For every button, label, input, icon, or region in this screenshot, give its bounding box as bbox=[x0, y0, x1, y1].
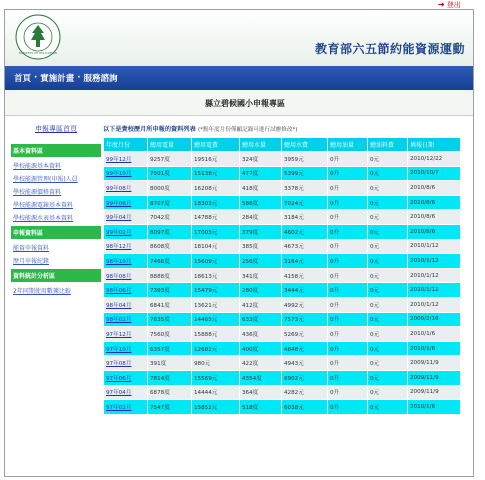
table-cell: 379度 bbox=[240, 224, 282, 239]
table-cell: 7393度 bbox=[148, 283, 192, 298]
table-row bbox=[104, 312, 461, 327]
table-cell: 15569元 bbox=[192, 370, 240, 385]
table-cell: 18613元 bbox=[192, 268, 240, 283]
table-cell: 0升 bbox=[328, 356, 368, 371]
month-link[interactable]: 99年10月 bbox=[106, 171, 132, 178]
table-cell: 4354度 bbox=[240, 370, 282, 385]
table-cell: 324度 bbox=[240, 152, 282, 167]
table-header-row bbox=[104, 138, 461, 152]
column-header: 填報日期 bbox=[408, 138, 461, 152]
table-cell: 4158元 bbox=[282, 268, 328, 283]
table-cell: 4848元 bbox=[282, 341, 328, 356]
sidebar-item-water-meter[interactable]: 學校能源水表基本資料 bbox=[13, 215, 74, 222]
table-row bbox=[104, 283, 461, 298]
table-cell: 0升 bbox=[328, 152, 368, 167]
sidebar-section-basic: 基本資料區 bbox=[11, 144, 101, 157]
column-header: 總用水量 bbox=[240, 138, 282, 152]
table-cell: 2010/1/12 bbox=[408, 254, 461, 269]
table-cell: 16208元 bbox=[192, 181, 240, 196]
table-cell: 0元 bbox=[368, 356, 408, 371]
table-cell: 477度 bbox=[240, 166, 282, 181]
sidebar-item-report-history[interactable]: 歷月申報紀錄 bbox=[13, 258, 50, 265]
month-link[interactable]: 97年10月 bbox=[106, 346, 132, 353]
table-cell bbox=[104, 224, 148, 239]
table-cell bbox=[104, 327, 148, 342]
table-cell: 0元 bbox=[368, 181, 408, 196]
table-cell: 0升 bbox=[328, 181, 368, 196]
table-cell: 8707度 bbox=[148, 195, 192, 210]
table-cell: 7042度 bbox=[148, 210, 192, 225]
nav-service[interactable]: 服務諮詢 bbox=[83, 74, 118, 84]
table-cell bbox=[104, 283, 148, 298]
table-cell: 6841度 bbox=[148, 297, 192, 312]
main-content bbox=[103, 124, 463, 415]
sidebar-item-meter[interactable]: 學校能源電錶基本資料 bbox=[13, 202, 74, 209]
table-cell: 0元 bbox=[368, 341, 408, 356]
table-cell: 391度 bbox=[148, 356, 192, 371]
table-cell bbox=[104, 385, 148, 400]
table-caption bbox=[103, 124, 463, 133]
table-cell bbox=[104, 356, 148, 371]
table-cell bbox=[104, 239, 148, 254]
table-cell: 15888元 bbox=[192, 327, 240, 342]
table-cell: 2009/11/9 bbox=[408, 370, 461, 385]
table-cell: 0元 bbox=[368, 327, 408, 342]
table-cell: 14788元 bbox=[192, 210, 240, 225]
month-link[interactable]: 98年08月 bbox=[106, 273, 132, 280]
caption-text: 以下是貴校歷月所申報的資料列表 bbox=[103, 126, 196, 133]
sidebar-item-manager[interactable]: 學校能源管理(申報)人員 bbox=[13, 176, 78, 183]
month-link[interactable]: 99年06月 bbox=[106, 200, 132, 207]
table-cell: 2010/10/7 bbox=[408, 166, 461, 181]
table-cell: 364度 bbox=[240, 385, 282, 400]
sidebar-section-stats: 資料統計分析區 bbox=[11, 269, 101, 282]
table-cell: 8000度 bbox=[148, 181, 192, 196]
table-cell: 436度 bbox=[240, 327, 282, 342]
logout-label: 登出 bbox=[446, 0, 461, 9]
table-cell: 2010/1/6 bbox=[408, 341, 461, 356]
table-cell bbox=[104, 152, 148, 167]
table-cell: 7547度 bbox=[148, 400, 192, 415]
table-cell: 19516元 bbox=[192, 152, 240, 167]
table-cell: 6902元 bbox=[282, 370, 328, 385]
table-cell: 0元 bbox=[368, 195, 408, 210]
table-cell: 7635度 bbox=[148, 312, 192, 327]
table-cell: 0升 bbox=[328, 195, 368, 210]
table-cell: 3378元 bbox=[282, 181, 328, 196]
table-cell: 2010/8/6 bbox=[408, 210, 461, 225]
table-cell: 7814度 bbox=[148, 370, 192, 385]
sidebar-item-compare[interactable]: 2年同期使用數據比較 bbox=[13, 288, 71, 295]
table-cell: 341度 bbox=[240, 268, 282, 283]
table-cell: 0升 bbox=[328, 385, 368, 400]
report-table bbox=[103, 137, 461, 415]
month-link[interactable]: 98年02月 bbox=[106, 317, 132, 324]
table-cell bbox=[104, 195, 148, 210]
table-cell: 6878度 bbox=[148, 385, 192, 400]
logout-icon: ➜ bbox=[438, 0, 445, 9]
table-cell: 2009/11/9 bbox=[408, 385, 461, 400]
table-cell: 5399元 bbox=[282, 166, 328, 181]
table-row bbox=[104, 152, 461, 167]
table-row bbox=[104, 385, 461, 400]
table-row bbox=[104, 341, 461, 356]
nav-separator: · bbox=[77, 73, 81, 83]
month-link[interactable]: 99年04月 bbox=[106, 215, 132, 222]
table-cell: 0升 bbox=[328, 327, 368, 342]
table-cell: 14465元 bbox=[192, 312, 240, 327]
table-cell: 3164元 bbox=[282, 254, 328, 269]
column-header: 總用水費 bbox=[282, 138, 328, 152]
table-cell: 15138元 bbox=[192, 166, 240, 181]
table-cell bbox=[104, 312, 148, 327]
table-cell: 18303元 bbox=[192, 195, 240, 210]
table-cell: 0元 bbox=[368, 385, 408, 400]
table-cell: 2010/1/12 bbox=[408, 239, 461, 254]
month-link[interactable]: 97年12月 bbox=[106, 331, 132, 338]
month-link[interactable]: 97年02月 bbox=[106, 404, 132, 411]
column-header: 總用電量 bbox=[148, 138, 192, 152]
table-cell: 4943元 bbox=[282, 356, 328, 371]
table-cell: 7466度 bbox=[148, 254, 192, 269]
table-cell: 2010/8/6 bbox=[408, 195, 461, 210]
month-link[interactable]: 97年04月 bbox=[106, 390, 132, 397]
table-cell bbox=[104, 297, 148, 312]
table-cell: 633度 bbox=[240, 312, 282, 327]
table-cell bbox=[104, 341, 148, 356]
table-cell: 3959元 bbox=[282, 152, 328, 167]
month-link[interactable]: 98年04月 bbox=[106, 302, 132, 309]
site-header bbox=[5, 10, 473, 66]
table-cell: 8608度 bbox=[148, 239, 192, 254]
site-title: 教育部六五節約能資源運動 bbox=[314, 42, 465, 56]
sidebar-item-price[interactable]: 學校能源價格資料 bbox=[13, 189, 62, 196]
table-cell: 0元 bbox=[368, 297, 408, 312]
table-cell: 0元 bbox=[368, 400, 408, 415]
table-cell: 400度 bbox=[240, 341, 282, 356]
table-cell: 280度 bbox=[240, 283, 282, 298]
sidebar-item-report-data[interactable]: 能資申報資料 bbox=[13, 245, 50, 252]
table-cell: 15479元 bbox=[192, 283, 240, 298]
table-cell: 412度 bbox=[240, 297, 282, 312]
table-row bbox=[104, 400, 461, 415]
table-cell: 0元 bbox=[368, 224, 408, 239]
table-cell: 15852元 bbox=[192, 400, 240, 415]
table-cell: 7501度 bbox=[148, 166, 192, 181]
table-cell: 7024元 bbox=[282, 195, 328, 210]
table-cell: 0升 bbox=[328, 239, 368, 254]
table-cell: 18104元 bbox=[192, 239, 240, 254]
table-row bbox=[104, 268, 461, 283]
table-cell: 385度 bbox=[240, 239, 282, 254]
table-cell: 2010/1/12 bbox=[408, 297, 461, 312]
table-cell: 2009/11/9 bbox=[408, 356, 461, 371]
table-cell: 0升 bbox=[328, 224, 368, 239]
table-row bbox=[104, 181, 461, 196]
table-cell: 6357度 bbox=[148, 341, 192, 356]
table-cell: 14444元 bbox=[192, 385, 240, 400]
table-cell: 0元 bbox=[368, 312, 408, 327]
table-row bbox=[104, 210, 461, 225]
table-cell: 3444元 bbox=[282, 283, 328, 298]
table-row bbox=[104, 297, 461, 312]
month-link[interactable]: 99年12月 bbox=[106, 156, 132, 163]
table-cell: 0升 bbox=[328, 268, 368, 283]
sidebar-section-report: 申報資料區 bbox=[11, 226, 101, 239]
table-cell: 284度 bbox=[240, 210, 282, 225]
logout-link[interactable] bbox=[438, 0, 461, 9]
main-nav bbox=[5, 66, 473, 90]
table-cell: 2010/1/6 bbox=[408, 327, 461, 342]
table-cell: 9257度 bbox=[148, 152, 192, 167]
table-cell: 0升 bbox=[328, 166, 368, 181]
table-cell: 0元 bbox=[368, 166, 408, 181]
table-cell: 7573元 bbox=[282, 312, 328, 327]
table-cell bbox=[104, 181, 148, 196]
column-header: 總用電費 bbox=[192, 138, 240, 152]
table-cell: 12682元 bbox=[192, 341, 240, 356]
table-cell: 422度 bbox=[240, 356, 282, 371]
table-cell: 3184元 bbox=[282, 210, 328, 225]
table-cell: 2010/12/22 bbox=[408, 152, 461, 167]
table-cell: 8888度 bbox=[148, 268, 192, 283]
table-cell: 0升 bbox=[328, 283, 368, 298]
table-row bbox=[104, 370, 461, 385]
table-cell: 2009/2/16 bbox=[408, 312, 461, 327]
table-row bbox=[104, 356, 461, 371]
table-cell: 0元 bbox=[368, 283, 408, 298]
table-cell bbox=[104, 254, 148, 269]
table-cell: 4602元 bbox=[282, 224, 328, 239]
table-cell: 0升 bbox=[328, 341, 368, 356]
table-cell: 2010/1/12 bbox=[408, 283, 461, 298]
month-link[interactable]: 98年10月 bbox=[106, 258, 132, 265]
table-cell: 0升 bbox=[328, 400, 368, 415]
table-cell: 4673元 bbox=[282, 239, 328, 254]
table-row bbox=[104, 254, 461, 269]
nav-plan[interactable]: 實施計畫 bbox=[40, 74, 75, 84]
sidebar-item-energy-basic[interactable]: 學校能源基本資料 bbox=[13, 163, 62, 170]
logo-text: MINISTRY OF EDUCATION bbox=[19, 51, 57, 55]
table-cell: 0升 bbox=[328, 254, 368, 269]
table-cell: 2010/1/6 bbox=[408, 400, 461, 415]
table-row bbox=[104, 327, 461, 342]
month-link[interactable]: 99年08月 bbox=[106, 185, 132, 192]
table-cell: 418度 bbox=[240, 181, 282, 196]
table-cell: 0元 bbox=[368, 268, 408, 283]
table-cell: 17003元 bbox=[192, 224, 240, 239]
caption-note: (*點年度月份僅顯記錄可進行試辦修改*) bbox=[197, 127, 298, 133]
table-cell: 0元 bbox=[368, 370, 408, 385]
table-row bbox=[104, 195, 461, 210]
table-cell: 0升 bbox=[328, 210, 368, 225]
table-cell bbox=[104, 166, 148, 181]
table-cell: 2010/8/6 bbox=[408, 224, 461, 239]
table-cell: 6038元 bbox=[282, 400, 328, 415]
page-frame bbox=[4, 9, 474, 477]
sidebar-home-link[interactable]: 申報專區首頁 bbox=[35, 125, 77, 133]
table-cell: 7560度 bbox=[148, 327, 192, 342]
table-cell: 2010/8/6 bbox=[408, 181, 461, 196]
table-cell bbox=[104, 370, 148, 385]
table-cell: 0元 bbox=[368, 210, 408, 225]
table-cell: 980元 bbox=[192, 356, 240, 371]
table-cell: 0元 bbox=[368, 254, 408, 269]
table-cell: 256度 bbox=[240, 254, 282, 269]
month-link[interactable]: 97年06月 bbox=[106, 375, 132, 382]
sidebar bbox=[11, 124, 101, 297]
month-link[interactable]: 98年12月 bbox=[106, 244, 132, 251]
school-band bbox=[5, 90, 473, 116]
column-header: 總用油量 bbox=[328, 138, 368, 152]
table-cell: 4992元 bbox=[282, 297, 328, 312]
month-link[interactable]: 98年06月 bbox=[106, 288, 132, 295]
nav-separator: · bbox=[34, 73, 38, 83]
table-cell: 15609元 bbox=[192, 254, 240, 269]
nav-home[interactable]: 首頁 bbox=[14, 74, 32, 84]
table-cell bbox=[104, 268, 148, 283]
table-cell: 0升 bbox=[328, 370, 368, 385]
table-cell: 2010/1/12 bbox=[408, 268, 461, 283]
table-cell: 0元 bbox=[368, 152, 408, 167]
ministry-logo-icon bbox=[15, 14, 61, 60]
table-cell: 518度 bbox=[240, 400, 282, 415]
table-row bbox=[104, 166, 461, 181]
table-cell bbox=[104, 210, 148, 225]
table-cell: 5269元 bbox=[282, 327, 328, 342]
month-link[interactable]: 97年08月 bbox=[106, 361, 132, 368]
column-header: 年度月份 bbox=[104, 138, 148, 152]
table-row bbox=[104, 239, 461, 254]
school-name: 縣立碧候國小申報專區 bbox=[205, 99, 285, 108]
table-cell: 8097度 bbox=[148, 224, 192, 239]
table-cell: 4282元 bbox=[282, 385, 328, 400]
table-cell: 0升 bbox=[328, 297, 368, 312]
table-cell: 0元 bbox=[368, 239, 408, 254]
table-cell: 0升 bbox=[328, 312, 368, 327]
table-row bbox=[104, 224, 461, 239]
table-cell: 13621元 bbox=[192, 297, 240, 312]
month-link[interactable]: 99年02月 bbox=[106, 229, 132, 236]
table-cell bbox=[104, 400, 148, 415]
table-cell: 586度 bbox=[240, 195, 282, 210]
column-header: 總油料費 bbox=[368, 138, 408, 152]
